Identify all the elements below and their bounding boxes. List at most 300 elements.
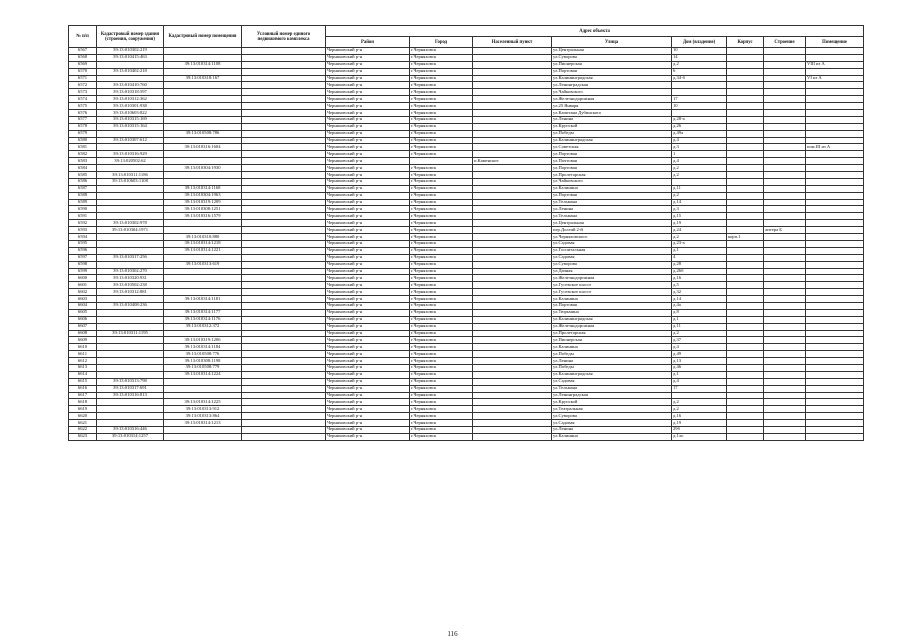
cell-pomeshchenie (806, 178, 864, 185)
cell-stroenie (764, 158, 806, 165)
cell-pomeshchenie (806, 185, 864, 192)
cell-pomeshchenie (806, 289, 864, 296)
cell-street: ул.Портовая (552, 302, 672, 309)
cell-district: Черняховский р-н (326, 185, 410, 192)
cell-pomeshchenie (806, 351, 864, 358)
cell-pomeshchenie: VI из А (806, 75, 864, 82)
cell-korpus (727, 192, 764, 199)
cell-house: д.11 (672, 323, 727, 330)
cell-house: д.15 (672, 213, 727, 220)
cell-city: г.Черняховск (410, 130, 473, 137)
cell-conditional-number (242, 261, 326, 268)
cell-conditional-number (242, 268, 326, 275)
cell-conditional-number (242, 220, 326, 227)
cell-korpus (727, 426, 764, 433)
cell-city: г.Черняховск (410, 392, 473, 399)
cell-korpus (727, 144, 764, 151)
cell-street: ул.Пролетарская (552, 330, 672, 337)
table-row (69, 206, 864, 213)
cell-city: г.Черняховск (410, 227, 473, 234)
cell-stroenie (764, 54, 806, 61)
cell-city: г.Черняховск (410, 192, 473, 199)
cell-settlement (473, 337, 552, 344)
header-pomeshchenie: Помещение (806, 37, 864, 48)
cell-cadastre-building (97, 234, 164, 241)
cell-city: г.Черняховск (410, 316, 473, 323)
cell-pomeshchenie (806, 137, 864, 144)
cell-conditional-number (242, 185, 326, 192)
cell-stroenie (764, 296, 806, 303)
cell-korpus (727, 385, 764, 392)
cell-street: ул.Калинина (552, 185, 672, 192)
cell-cadastre-room (164, 116, 242, 123)
cell-stroenie (764, 89, 806, 96)
cell-korpus (727, 123, 764, 130)
table-row (69, 296, 864, 303)
cell-korpus (727, 227, 764, 234)
cell-city: г.Черняховск (410, 309, 473, 316)
table-row (69, 240, 864, 247)
cell-conditional-number (242, 426, 326, 433)
cell-street: ул.Садовая (552, 378, 672, 385)
cell-conditional-number (242, 337, 326, 344)
cell-num: 6613 (69, 364, 97, 371)
cell-district: Черняховский р-н (326, 220, 410, 227)
cell-street: ул.Крупской (552, 399, 672, 406)
cell-pomeshchenie (806, 220, 864, 227)
cell-cadastre-building (97, 399, 164, 406)
table-body (69, 48, 864, 441)
cell-pomeshchenie (806, 48, 864, 55)
cell-cadastre-room: 39:13:010304:1963 (164, 192, 242, 199)
cell-num: 6614 (69, 371, 97, 378)
cell-korpus (727, 351, 764, 358)
cell-num: 6591 (69, 213, 97, 220)
cell-street: ул.25 Января (552, 103, 672, 110)
cell-conditional-number (242, 123, 326, 130)
cell-conditional-number (242, 130, 326, 137)
cell-stroenie (764, 82, 806, 89)
cell-pomeshchenie (806, 151, 864, 158)
cell-cadastre-building (97, 240, 164, 247)
cell-pomeshchenie: пом.III из А (806, 144, 864, 151)
cell-district: Черняховский р-н (326, 234, 410, 241)
cell-cadastre-building (97, 413, 164, 420)
cell-cadastre-building: 39:13:010415:463 (97, 54, 164, 61)
cell-stroenie (764, 358, 806, 365)
cell-pomeshchenie (806, 240, 864, 247)
cell-district: Черняховский р-н (326, 392, 410, 399)
cell-cadastre-room: 39:13:010508:779 (164, 364, 242, 371)
cell-street: ул.Суворова (552, 54, 672, 61)
cell-house: 6 (672, 68, 727, 75)
cell-settlement (473, 282, 552, 289)
cell-city: г.Черняховск (410, 199, 473, 206)
table-row (69, 96, 864, 103)
cell-district: Черняховский р-н (326, 254, 410, 261)
cell-street: ул.Чайковского (552, 178, 672, 185)
cell-korpus (727, 378, 764, 385)
cell-cadastre-room: 39:13:010313:912 (164, 406, 242, 413)
cell-conditional-number (242, 172, 326, 179)
cell-city: г.Черняховск (410, 82, 473, 89)
cell-pomeshchenie (806, 247, 864, 254)
cell-cadastre-building (97, 323, 164, 330)
cell-street: ул.Железнодорожная (552, 96, 672, 103)
header-house: Дом (владение) (672, 37, 727, 48)
cell-settlement (473, 413, 552, 420)
cell-settlement (473, 75, 552, 82)
cell-city: г.Черняховск (410, 302, 473, 309)
cell-street: ул.Почтовая (552, 158, 672, 165)
cell-pomeshchenie (806, 302, 864, 309)
table-row (69, 172, 864, 179)
cell-num: 6619 (69, 406, 97, 413)
cell-settlement (473, 323, 552, 330)
cell-settlement (473, 234, 552, 241)
cell-pomeshchenie (806, 261, 864, 268)
cell-district: Черняховский р-н (326, 351, 410, 358)
cell-conditional-number (242, 420, 326, 427)
cell-house: д.16 (672, 275, 727, 282)
cell-house: д.19 (672, 420, 727, 427)
cell-conditional-number (242, 296, 326, 303)
cell-conditional-number (242, 413, 326, 420)
cell-korpus (727, 61, 764, 68)
cell-house: д.2 (672, 61, 727, 68)
table-row (69, 110, 864, 117)
cell-cadastre-building (97, 165, 164, 172)
cell-cadastre-room: 39:13:010314:1224 (164, 371, 242, 378)
cell-num: 6590 (69, 206, 97, 213)
cell-settlement (473, 137, 552, 144)
cell-korpus (727, 309, 764, 316)
cell-house: д.2 (672, 192, 727, 199)
cell-city: г.Черняховск (410, 151, 473, 158)
cell-street: ул.Портовая (552, 68, 672, 75)
cell-stroenie (764, 240, 806, 247)
cell-conditional-number (242, 199, 326, 206)
cell-cadastre-room (164, 220, 242, 227)
cell-city: г.Черняховск (410, 54, 473, 61)
cell-num: 6574 (69, 96, 97, 103)
cell-stroenie (764, 185, 806, 192)
cell-cadastre-building (97, 199, 164, 206)
cell-city: г.Черняховск (410, 385, 473, 392)
cell-conditional-number (242, 433, 326, 440)
table-row (69, 261, 864, 268)
cell-num: 6618 (69, 399, 97, 406)
cell-pomeshchenie (806, 413, 864, 420)
table-row (69, 378, 864, 385)
cell-stroenie (764, 385, 806, 392)
cell-cadastre-building (97, 185, 164, 192)
table-row (69, 385, 864, 392)
cell-pomeshchenie (806, 296, 864, 303)
cell-district: Черняховский р-н (326, 406, 410, 413)
cell-num: 6575 (69, 103, 97, 110)
cell-conditional-number (242, 234, 326, 241)
table-row (69, 48, 864, 55)
cell-cadastre-room: 39:13:010508:786 (164, 130, 242, 137)
cell-cadastre-room (164, 82, 242, 89)
cell-conditional-number (242, 89, 326, 96)
cell-settlement (473, 199, 552, 206)
cell-cadastre-building (97, 337, 164, 344)
cell-pomeshchenie (806, 344, 864, 351)
table-row (69, 75, 864, 82)
cell-house: д.14 (672, 199, 727, 206)
cell-house: д.1 (672, 316, 727, 323)
cell-pomeshchenie (806, 234, 864, 241)
cell-cadastre-room (164, 151, 242, 158)
cell-cadastre-building: 39:13:010316:446 (97, 426, 164, 433)
cell-cadastre-room (164, 68, 242, 75)
cell-cadastre-room (164, 158, 242, 165)
cell-city: г.Черняховск (410, 323, 473, 330)
cell-settlement (473, 289, 552, 296)
table-row (69, 103, 864, 110)
cell-district: Черняховский р-н (326, 48, 410, 55)
cell-district: Черняховский р-н (326, 96, 410, 103)
cell-conditional-number (242, 371, 326, 378)
table-row (69, 89, 864, 96)
cell-settlement (473, 247, 552, 254)
cell-stroenie (764, 344, 806, 351)
cell-house: 1 (672, 151, 727, 158)
cell-conditional-number (242, 392, 326, 399)
cell-street: ул.Ленина (552, 358, 672, 365)
cell-pomeshchenie (806, 123, 864, 130)
cell-pomeshchenie (806, 192, 864, 199)
cell-pomeshchenie (806, 330, 864, 337)
header-korpus: Корпус (727, 37, 764, 48)
cell-conditional-number (242, 385, 326, 392)
cell-cadastre-building (97, 364, 164, 371)
cell-cadastre-building: 39:13:010603:1108 (97, 178, 164, 185)
cell-conditional-number (242, 344, 326, 351)
cell-pomeshchenie (806, 433, 864, 440)
cell-house: 17 (672, 96, 727, 103)
cell-korpus (727, 289, 764, 296)
cell-conditional-number (242, 178, 326, 185)
cell-stroenie (764, 254, 806, 261)
cell-conditional-number (242, 330, 326, 337)
cell-conditional-number (242, 192, 326, 199)
table-row (69, 227, 864, 234)
cell-city (410, 158, 473, 165)
cell-district: Черняховский р-н (326, 82, 410, 89)
cell-cadastre-building (97, 247, 164, 254)
cell-district: Черняховский р-н (326, 330, 410, 337)
cell-settlement (473, 227, 552, 234)
cell-city: г.Черняховск (410, 68, 473, 75)
cell-district: Черняховский р-н (326, 426, 410, 433)
cell-cadastre-building (97, 371, 164, 378)
cell-conditional-number (242, 48, 326, 55)
cell-cadastre-room: 39:13:010316:1579 (164, 213, 242, 220)
table-row (69, 433, 864, 440)
cell-conditional-number (242, 254, 326, 261)
cell-num: 6598 (69, 261, 97, 268)
cell-city: г.Черняховск (410, 116, 473, 123)
cell-city: г.Черняховск (410, 268, 473, 275)
cell-cadastre-building: 39:13:010304:1971 (97, 227, 164, 234)
cell-street: ул.Калининградская (552, 137, 672, 144)
cell-house: д.32 (672, 289, 727, 296)
cell-cadastre-room (164, 268, 242, 275)
cell-cadastre-room (164, 54, 242, 61)
cell-cadastre-building (97, 213, 164, 220)
cell-stroenie (764, 364, 806, 371)
cell-stroenie (764, 234, 806, 241)
cell-stroenie (764, 178, 806, 185)
cell-settlement (473, 358, 552, 365)
cell-korpus (727, 68, 764, 75)
cell-settlement (473, 185, 552, 192)
cell-pomeshchenie (806, 130, 864, 137)
cell-street: ул.Черняховского (552, 234, 672, 241)
cell-korpus (727, 75, 764, 82)
cell-conditional-number (242, 378, 326, 385)
cell-pomeshchenie (806, 309, 864, 316)
cell-settlement (473, 302, 552, 309)
cell-district: Черняховский р-н (326, 151, 410, 158)
cell-stroenie (764, 123, 806, 130)
cell-cadastre-room: 39:13:010304:1930 (164, 165, 242, 172)
cell-city: г.Черняховск (410, 234, 473, 241)
cell-num: 6576 (69, 110, 97, 117)
cell-cadastre-room: 39:13:010313:864 (164, 413, 242, 420)
cell-cadastre-room: 39:13:010312:372 (164, 323, 242, 330)
cell-street: ул.Театральная (552, 406, 672, 413)
cell-city: г.Черняховск (410, 351, 473, 358)
cell-settlement (473, 240, 552, 247)
cell-cadastre-room (164, 426, 242, 433)
cell-pomeshchenie (806, 68, 864, 75)
cell-pomeshchenie (806, 364, 864, 371)
cell-pomeshchenie (806, 213, 864, 220)
cell-conditional-number (242, 323, 326, 330)
cell-street: ул.Гусевское шоссе (552, 289, 672, 296)
cell-settlement (473, 296, 552, 303)
table-row (69, 309, 864, 316)
table-row (69, 61, 864, 68)
cell-num: 6593 (69, 227, 97, 234)
cell-pomeshchenie (806, 165, 864, 172)
cell-house: 10 (672, 103, 727, 110)
cell-cadastre-room (164, 172, 242, 179)
cell-cadastre-room (164, 137, 242, 144)
cell-stroenie (764, 144, 806, 151)
cell-district: Черняховский р-н (326, 247, 410, 254)
cell-stroenie (764, 302, 806, 309)
cell-district: Черняховский р-н (326, 296, 410, 303)
cell-stroenie (764, 116, 806, 123)
cell-house: д.3 (672, 206, 727, 213)
cell-stroenie (764, 323, 806, 330)
table-row (69, 192, 864, 199)
cell-city: г.Черняховск (410, 275, 473, 282)
cell-settlement (473, 364, 552, 371)
cell-korpus (727, 282, 764, 289)
table-row (69, 68, 864, 75)
cell-settlement (473, 351, 552, 358)
cell-city: г.Черняховск (410, 426, 473, 433)
table-header (69, 26, 864, 48)
cell-cadastre-room (164, 178, 242, 185)
table-row (69, 337, 864, 344)
cell-stroenie (764, 378, 806, 385)
cell-street: ул.Ленина (552, 116, 672, 123)
cell-district: Черняховский р-н (326, 433, 410, 440)
cell-street: ул.Ленинградская (552, 392, 672, 399)
cell-num: 6607 (69, 323, 97, 330)
cell-conditional-number (242, 406, 326, 413)
cell-house: д.13 (672, 358, 727, 365)
cell-cadastre-building: 39:13:010316:929 (97, 151, 164, 158)
cell-conditional-number (242, 289, 326, 296)
cell-conditional-number (242, 227, 326, 234)
cell-settlement (473, 54, 552, 61)
cell-stroenie (764, 130, 806, 137)
cell-district: Черняховский р-н (326, 289, 410, 296)
cell-cadastre-building: 39:13:010307:612 (97, 137, 164, 144)
cell-korpus (727, 302, 764, 309)
table-row (69, 137, 864, 144)
table-row (69, 371, 864, 378)
cell-house: д.2 (672, 399, 727, 406)
cell-street: ул.Капитана Дубинского (552, 110, 672, 117)
cell-house: д.1 (672, 371, 727, 378)
cell-city: г.Черняховск (410, 261, 473, 268)
cell-cadastre-room: 39:13:010314:1181 (164, 296, 242, 303)
cell-cadastre-building: 39:13:010302:270 (97, 268, 164, 275)
cell-cadastre-room: 39:13:010319:1209 (164, 199, 242, 206)
cell-cadastre-building: 39:13:010315:169 (97, 116, 164, 123)
cell-cadastre-building (97, 61, 164, 68)
cell-korpus (727, 420, 764, 427)
cell-city: г.Черняховск (410, 137, 473, 144)
cell-house: д.49 (672, 351, 727, 358)
cell-stroenie (764, 261, 806, 268)
header-street: Улица (552, 37, 672, 48)
cell-cadastre-building: 39:13:010311:1195 (97, 330, 164, 337)
cell-num: 6570 (69, 68, 97, 75)
cell-street: ул.Чайковского (552, 89, 672, 96)
cell-city: г.Черняховск (410, 206, 473, 213)
cell-cadastre-building: 39:13:010316:813 (97, 392, 164, 399)
cell-cadastre-building (97, 75, 164, 82)
cell-stroenie (764, 371, 806, 378)
cell-stroenie (764, 282, 806, 289)
registry-table (68, 25, 864, 441)
cell-korpus (727, 296, 764, 303)
cell-stroenie: литера Б (764, 227, 806, 234)
table-row (69, 247, 864, 254)
cell-settlement (473, 192, 552, 199)
cell-num: 6620 (69, 413, 97, 420)
cell-num: 6596 (69, 247, 97, 254)
header-cadastre-room: Кадастровый номер помещения (164, 26, 242, 48)
cell-street: ул.Тельмана (552, 385, 672, 392)
cell-cadastre-room (164, 433, 242, 440)
cell-house: д.28-а (672, 116, 727, 123)
cell-district: Черняховский р-н (326, 282, 410, 289)
cell-korpus (727, 178, 764, 185)
cell-house: д.26б (672, 268, 727, 275)
cell-settlement (473, 96, 552, 103)
